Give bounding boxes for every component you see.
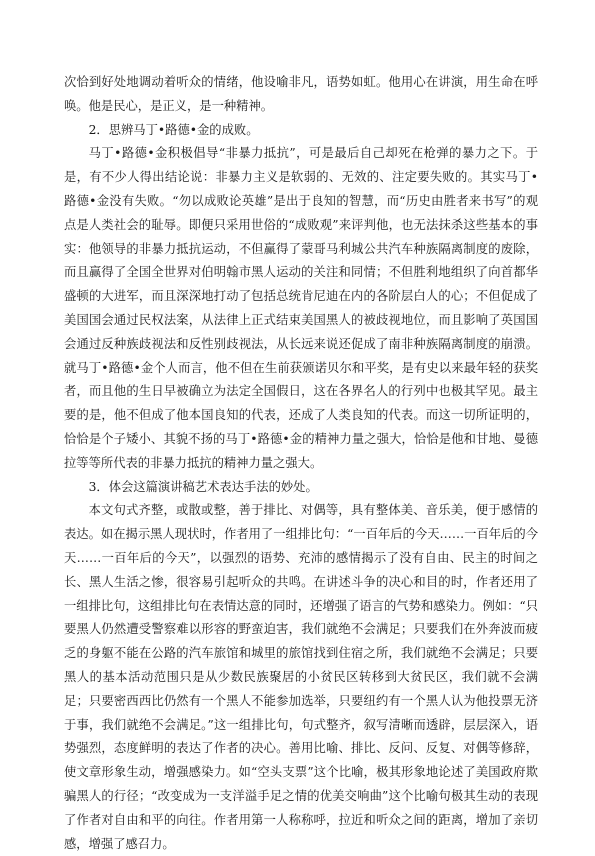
- section-heading-3: 3．体会这篇演讲稿艺术表达手法的妙处。: [88, 479, 318, 494]
- document-page: [64, 71, 538, 856]
- paragraph-rhetoric: 本文句式齐整，或散或整，善于排比、对偶等，具有整体美、音乐美，便于感情的表达。如在揭示黑人现状时，作者用了一组排比句：“一百年后的今天……一百年后的今天……一百年后的今天”，以强烈的语势、充沛的感情揭示了没有自由、民主的时间之长、黑人生活之惨，很容易引起听众的共鸣。在讲述斗争的决心和目的时，作者还用了一组排比句，这组排比句在表情达意的同时，还增强了语言的气势和感染力。例如：“只要黑人仍然遭受警察难以形容的野蛮迫害，我们就绝不会满足；只要我们在外奔波而疲乏的身躯不能在公路的汽车旅馆和城里的旅馆找到住宿之所，我们就绝不会满足；只要黑人的基本活动范围只是从少数民族聚居的小贫民区转移到大贫民区，我们就不会满足；只要密西西比仍然有一个黑人不能参加选举，只要纽约有一个黑人认为他投票无济于事，我们就绝不会满足。”这一组排比句，句式整齐，叙写清晰而透辟，层层深入，语势强烈，态度鲜明的表达了作者的决心。善用比喻、排比、反问、反复、对偶等修辞，使文章形象生动，增强感染力。如“空头支票”这个比喻，极其形象地论述了美国政府欺骗黑人的行径；“改变成为一支洋溢手足之情的优美交响曲”这个比喻句极其生动的表现了作者对自由和平的向往。作者用第一人称称呼，拉近和听众之间的距离，增加了亲切感，增强了感召力。: [64, 503, 538, 851]
- section-heading-2: 2．思辨马丁•路德•金的成败。: [88, 122, 259, 137]
- paragraph-continuation: 次恰到好处地调动着听众的情绪，他设喻非凡，语势如虹。他用心在讲演，用生命在呼唤。他是民心，是正义，是一种精神。: [64, 75, 538, 113]
- paragraph-success-failure: 马丁•路德•金积极倡导“非暴力抵抗”，可是最后自己却死在枪弹的暴力之下。于是，有不少人得出结论说：非暴力主义是软弱的、无效的、注定要失败的。其实马丁•路德•金没有失败。“勿以成败论英雄”是出于良知的智慧，而“历史由胜者来书写”的观点是人类社会的耻辱。即便只采用世俗的“成败观”来评判他，也无法抹杀这些基本的事实：他领导的非暴力抵抗运动，不但赢得了蒙哥马利城公共汽车种族隔离制度的废除，而且赢得了全国全世界对伯明翰市黑人运动的关注和同情；不但胜利地组织了向首都华盛顿的大进军，而且深深地打动了包括总统肯尼迪在内的各阶层白人的心；不但促成了美国国会通过民权法案，从法律上正式结束美国黑人的被歧视地位，而且影响了英国国会通过反种族歧视法和反性别歧视法，从长远来说还促成了南非种族隔离制度的崩溃。就马丁•路德•金个人而言，他不但在生前获颁诺贝尔和平奖，是有史以来最年轻的获奖者，而且他的生日早被确立为法定全国假日，这在各界名人的行列中也极其罕见。最主要的是，他不但成了他本国良知的代表，还成了人类良知的代表。而这一切所证明的，恰恰是个子矮小、其貌不扬的马丁•路德•金的精神力量之强大，恰恰是他和甘地、曼德拉等等所代表的非暴力抵抗的精神力量之强大。: [64, 146, 538, 470]
